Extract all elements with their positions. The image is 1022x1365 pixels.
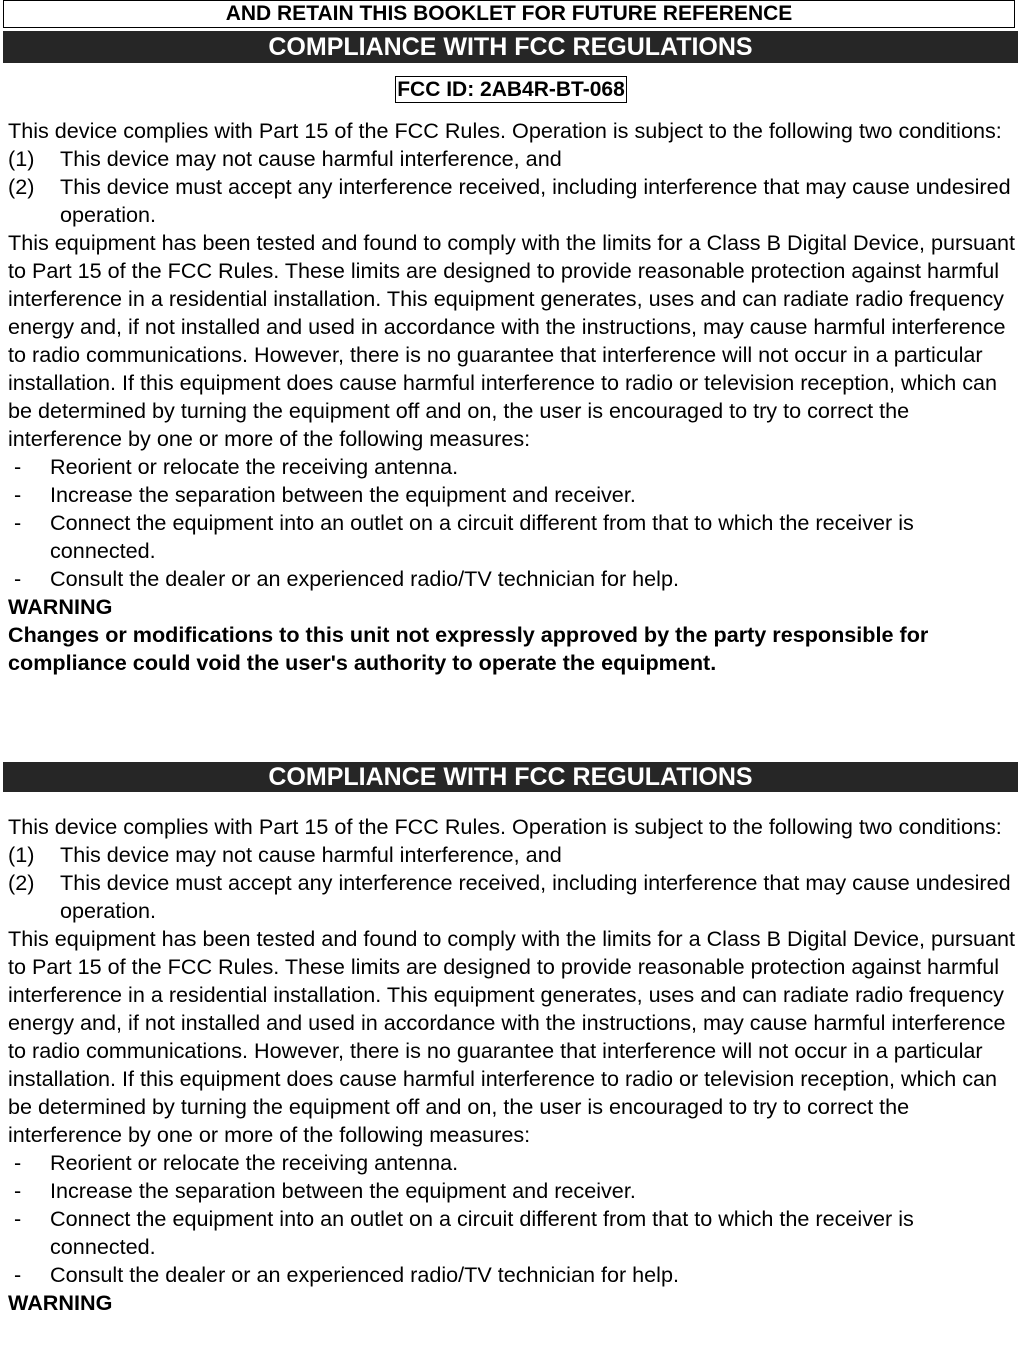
measure-bullet: - (14, 566, 22, 591)
measure-bullet: - (14, 482, 22, 507)
condition-item (8, 841, 1018, 869)
measure-text: Consult the dealer or an experienced radio/TV technician for help. (50, 566, 679, 591)
section-2-body (8, 813, 1018, 1317)
body-paragraph: This equipment has been tested and found to comply with the limits for a Class B Digital Device, pursuant to Part 15 of the FCC Rules. These limits are designed to provide reasonable protection against harmful interference in a residential installation. This equipment generates, uses and can radiate radio frequency energy and, if not installed and used in accordance with the instructions, may cause harmful interference to radio communications. However, there is no guarantee that interference will not occur in a particular installation. If this equipment does cause harmful interference to radio or television reception, which can be determined by turning the equipment off and on, the user is encouraged to try to correct the interference by one or more of the following measures: (8, 230, 1016, 451)
condition-text: This device may not cause harmful interference, and (60, 842, 562, 867)
condition-label: (1) (8, 146, 35, 171)
retain-notice: AND RETAIN THIS BOOKLET FOR FUTURE REFERENCE (3, 0, 1015, 28)
measure-text: Reorient or relocate the receiving antenna. (50, 1150, 459, 1175)
measure-item (8, 1205, 1018, 1261)
condition-text: This device may not cause harmful interference, and (60, 146, 562, 171)
measure-text: Connect the equipment into an outlet on a circuit different from that to which the receiver is connected. (50, 1206, 914, 1259)
section-1-body (8, 117, 1018, 677)
condition-item (8, 869, 1018, 925)
fcc-id-row (0, 76, 1022, 103)
measure-bullet: - (14, 510, 22, 535)
body-paragraph: This equipment has been tested and found to comply with the limits for a Class B Digital Device, pursuant to Part 15 of the FCC Rules. These limits are designed to provide reasonable protection against harmful interference in a residential installation. This equipment generates, uses and can radiate radio frequency energy and, if not installed and used in accordance with the instructions, may cause harmful interference to radio communications. However, there is no guarantee that interference will not occur in a particular installation. If this equipment does cause harmful interference to radio or television reception, which can be determined by turning the equipment off and on, the user is encouraged to try to correct the interference by one or more of the following measures: (8, 926, 1016, 1147)
measure-bullet: - (14, 1262, 22, 1287)
measure-item (8, 509, 1018, 565)
measure-bullet: - (14, 454, 22, 479)
measure-text: Consult the dealer or an experienced radio/TV technician for help. (50, 1262, 679, 1287)
condition-item (8, 173, 1018, 229)
warning-title: WARNING (8, 594, 113, 619)
fcc-id: FCC ID: 2AB4R-BT-068 (397, 78, 625, 101)
measure-item (8, 481, 1018, 509)
section-1-title: COMPLIANCE WITH FCC REGULATIONS (3, 31, 1018, 63)
warning-title: WARNING (8, 1290, 113, 1315)
measure-bullet: - (14, 1206, 22, 1231)
measure-item (8, 1261, 1018, 1289)
condition-text: This device must accept any interference received, including interference that may cause undesired operation. (60, 174, 1011, 227)
measure-item (8, 1177, 1018, 1205)
condition-text: This device must accept any interference received, including interference that may cause undesired operation. (60, 870, 1011, 923)
measure-text: Connect the equipment into an outlet on a circuit different from that to which the receiver is connected. (50, 510, 914, 563)
measure-item (8, 1149, 1018, 1177)
section-2-title: COMPLIANCE WITH FCC REGULATIONS (3, 762, 1018, 792)
measure-bullet: - (14, 1150, 22, 1175)
condition-item (8, 145, 1018, 173)
condition-label: (1) (8, 842, 35, 867)
measure-text: Reorient or relocate the receiving antenna. (50, 454, 459, 479)
measure-item (8, 565, 1018, 593)
measure-item (8, 453, 1018, 481)
measure-bullet: - (14, 1178, 22, 1203)
warning-text: Changes or modifications to this unit not expressly approved by the party responsible for compliance could void the user's authority to operate the equipment. (8, 622, 929, 675)
condition-label: (2) (8, 174, 35, 199)
condition-label: (2) (8, 870, 35, 895)
measure-text: Increase the separation between the equipment and receiver. (50, 1178, 636, 1203)
intro-paragraph: This device complies with Part 15 of the FCC Rules. Operation is subject to the following two conditions: (8, 814, 1002, 839)
measure-text: Increase the separation between the equipment and receiver. (50, 482, 636, 507)
intro-paragraph: This device complies with Part 15 of the FCC Rules. Operation is subject to the following two conditions: (8, 118, 1002, 143)
